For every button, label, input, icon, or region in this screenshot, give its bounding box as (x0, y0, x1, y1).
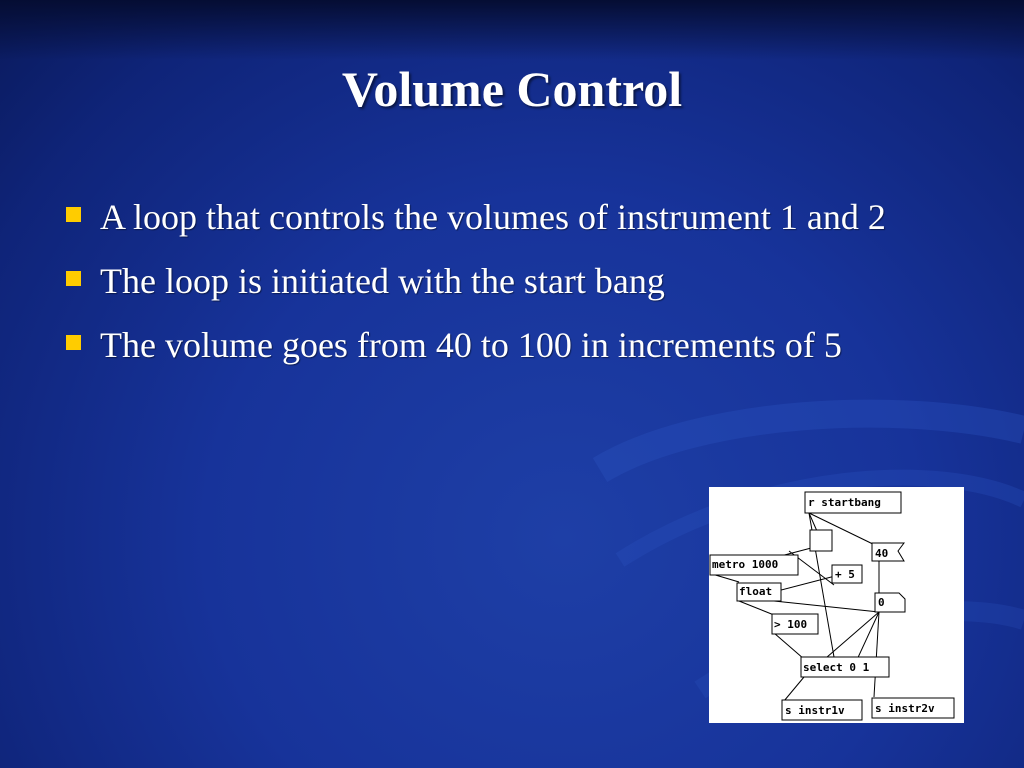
pd-object-label: s instr2v (875, 702, 935, 715)
pd-object-label: select 0 1 (803, 661, 870, 674)
bang-box (810, 530, 832, 551)
pd-object-label: r startbang (808, 496, 881, 509)
pd-patch-diagram (709, 487, 964, 723)
pd-object-label: + 5 (835, 568, 855, 581)
square-bullet-icon (66, 335, 81, 350)
pd-object-label: float (739, 585, 773, 598)
pd-message-label: 40 (875, 547, 889, 560)
pd-patch-screenshot (709, 487, 964, 723)
patch-cord (874, 612, 879, 697)
bullet-text: The volume goes from 40 to 100 in increments of 5 (100, 325, 842, 365)
pd-number-label: 0 (878, 596, 885, 609)
square-bullet-icon (66, 271, 81, 286)
patch-cord (784, 677, 804, 701)
bullet-list (62, 190, 962, 382)
patch-cord (774, 601, 879, 612)
bullet-text: A loop that controls the volumes of instrument 1 and 2 (100, 197, 886, 237)
bullet-item (62, 254, 962, 308)
pd-object-label: metro 1000 (712, 558, 779, 571)
bullet-item (62, 318, 962, 372)
patch-cord (774, 633, 804, 659)
patch-cord (739, 601, 774, 615)
slide-title: Volume Control (341, 61, 683, 117)
bullet-item (62, 190, 962, 244)
square-bullet-icon (66, 207, 81, 222)
pd-object-label: > 100 (774, 618, 808, 631)
pd-object-label: s instr1v (785, 704, 845, 717)
bullet-text: The loop is initiated with the start bang (100, 261, 665, 301)
